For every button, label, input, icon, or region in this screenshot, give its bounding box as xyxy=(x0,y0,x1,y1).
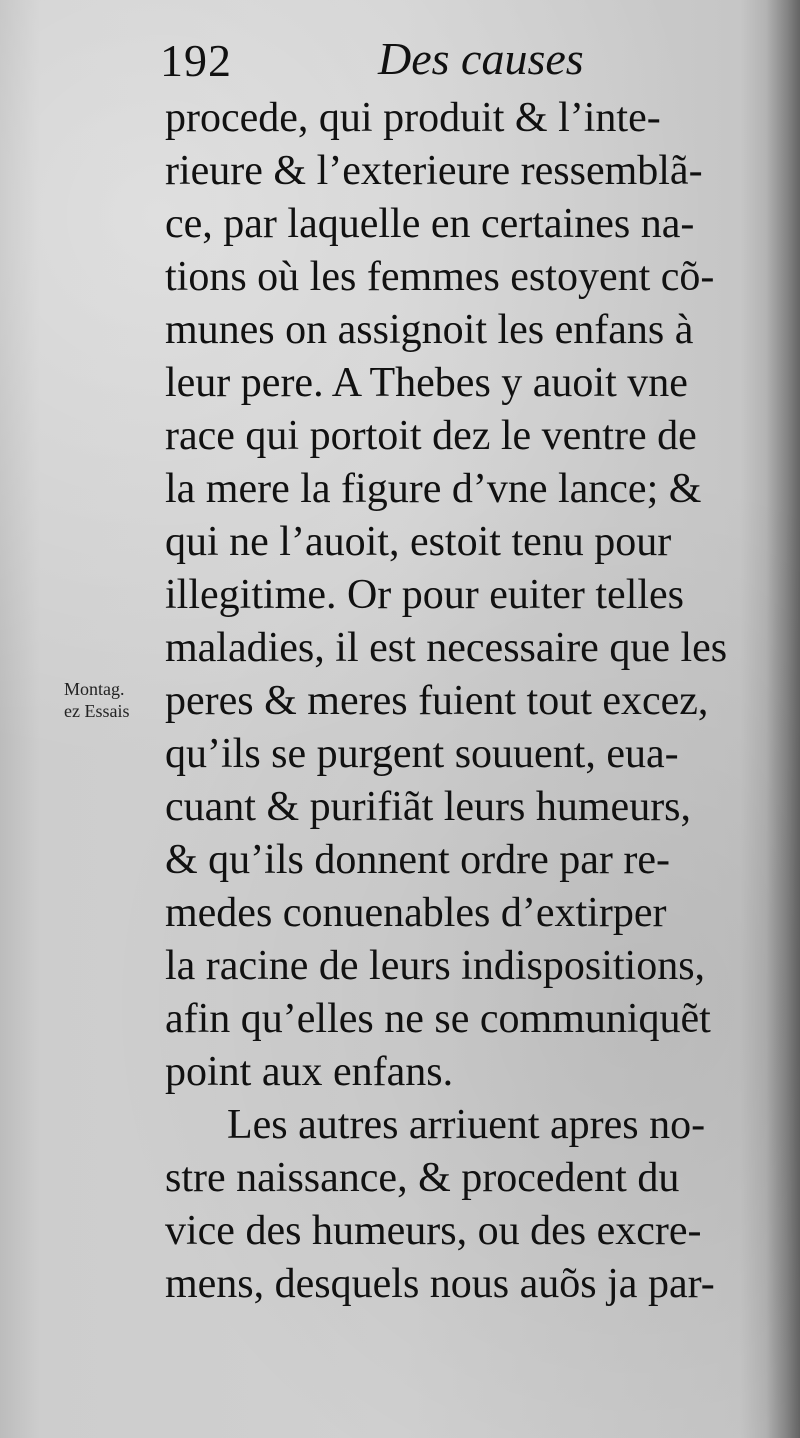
text-line: cuant & purifiãt leurs humeurs, xyxy=(165,784,692,830)
text-line: leur pere. A Thebes y auoit vne xyxy=(165,360,688,406)
text-line: race qui portoit dez le ventre de xyxy=(165,413,697,459)
running-head: Des causes xyxy=(378,33,584,84)
text-line: munes on assignoit les enfans à xyxy=(165,307,694,353)
text-line: vice des humeurs, ou des excre- xyxy=(165,1208,702,1254)
marginal-note xyxy=(64,678,164,722)
body-text xyxy=(165,92,775,1311)
text-line: point aux enfans. xyxy=(165,1049,454,1095)
text-line: la mere la figure d’vne lance; & xyxy=(165,466,702,512)
text-line: medes conuenables d’extirper xyxy=(165,890,667,936)
text-line: ce, par laquelle en certaines na- xyxy=(165,201,695,247)
text-line: procede, qui produit & l’inte- xyxy=(165,95,661,141)
text-line: maladies, il est necessaire que les xyxy=(165,625,728,671)
text-line: peres & meres fuient tout excez, xyxy=(165,678,709,724)
text-line: afin qu’elles ne se communiquẽt xyxy=(165,996,711,1042)
page-number: 192 xyxy=(160,35,232,86)
page-header xyxy=(160,30,760,90)
text-line: qu’ils se purgent souuent, eua- xyxy=(165,731,679,777)
text-line: rieure & l’exterieure ressemblã- xyxy=(165,148,703,194)
paragraph-start-line: Les autres arriuent apres no- xyxy=(227,1102,706,1148)
text-line: la racine de leurs indispositions, xyxy=(165,943,706,989)
text-line: & qu’ils donnent ordre par re- xyxy=(165,837,671,883)
text-line: illegitime. Or pour euiter telles xyxy=(165,572,685,618)
marginal-note-line: Montag. xyxy=(64,679,125,699)
text-line: qui ne l’auoit, estoit tenu pour xyxy=(165,519,672,565)
marginal-note-line: ez Essais xyxy=(64,701,130,721)
text-line: stre naissance, & procedent du xyxy=(165,1155,680,1201)
text-line: mens, desquels nous auõs ja par- xyxy=(165,1261,715,1307)
text-line: tions où les femmes estoyent cõ- xyxy=(165,254,715,300)
